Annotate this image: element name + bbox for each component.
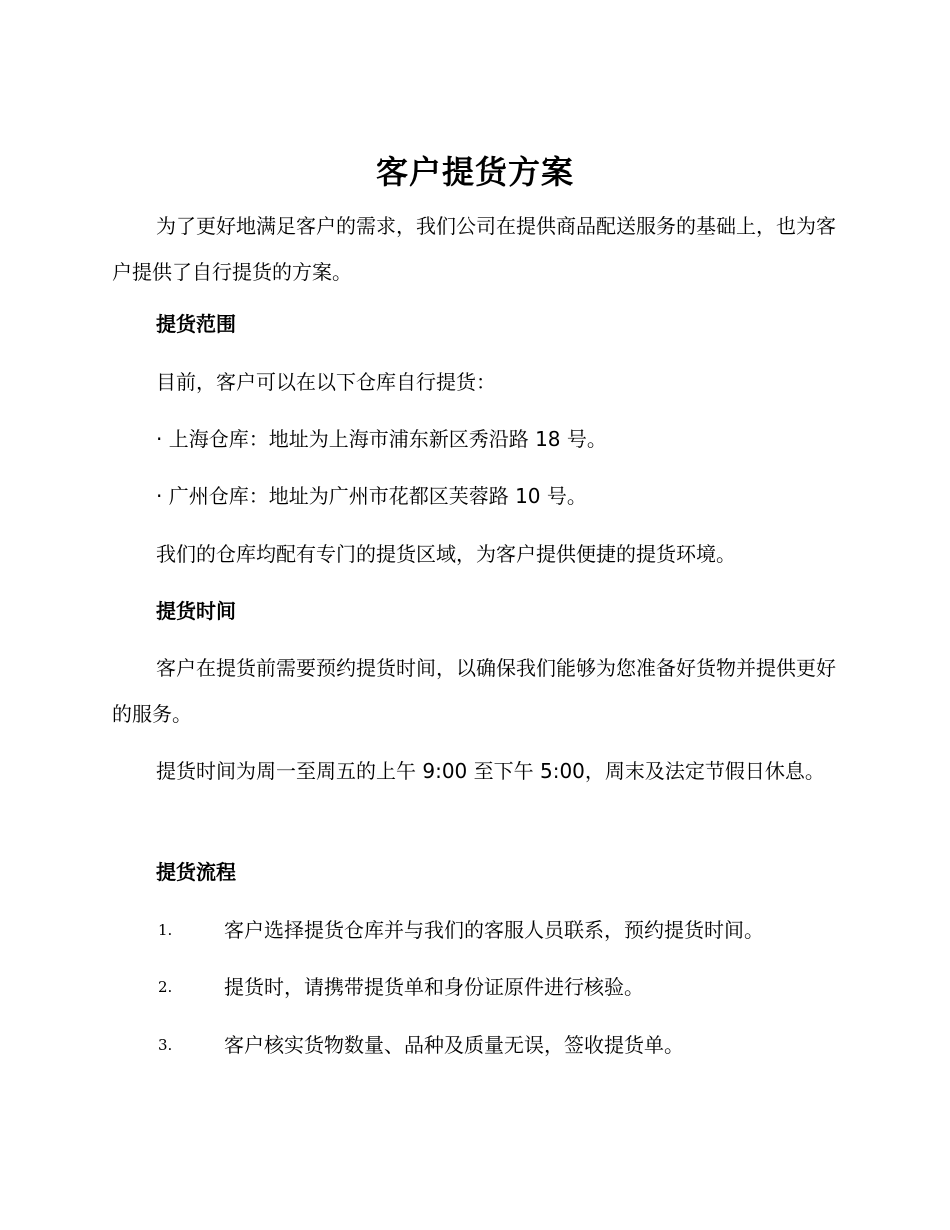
step-text: 客户选择提货仓库并与我们的客服人员联系，预约提货时间。 [224,918,764,942]
step-text: 提货时，请携带提货单和身份证原件进行核验。 [224,975,644,999]
time-paragraph-hours: 提货时间为周一至周五的上午 9:00 至下午 5:00，周末及法定节假日休息。 [156,759,825,783]
step-number: 1. [158,921,173,939]
bullet-item-guangzhou: · 广州仓库：地址为广州市花都区芙蓉路 10 号。 [156,484,587,508]
step-text: 客户核实货物数量、品种及质量无误，签收提货单。 [224,1033,684,1057]
document-title: 客户提货方案 [375,153,574,191]
section-heading-process: 提货流程 [156,860,236,884]
bullet-item-shanghai: · 上海仓库：地址为上海市浦东新区秀沿路 18 号。 [156,427,607,451]
scope-lead-text: 目前，客户可以在以下仓库自行提货： [156,370,496,394]
scope-note-text: 我们的仓库均配有专门的提货区域，为客户提供便捷的提货环境。 [156,542,736,566]
step-number: 3. [158,1036,173,1054]
section-heading-time: 提货时间 [156,599,236,623]
step-number: 2. [158,978,173,996]
time-paragraph-booking: 客户在提货前需要预约提货时间，以确保我们能够为您准备好货物并提供更好的服务。 [112,656,836,726]
intro-paragraph: 为了更好地满足客户的需求，我们公司在提供商品配送服务的基础上，也为客户提供了自行提货的方案。 [112,214,836,284]
section-heading-scope: 提货范围 [156,312,236,336]
